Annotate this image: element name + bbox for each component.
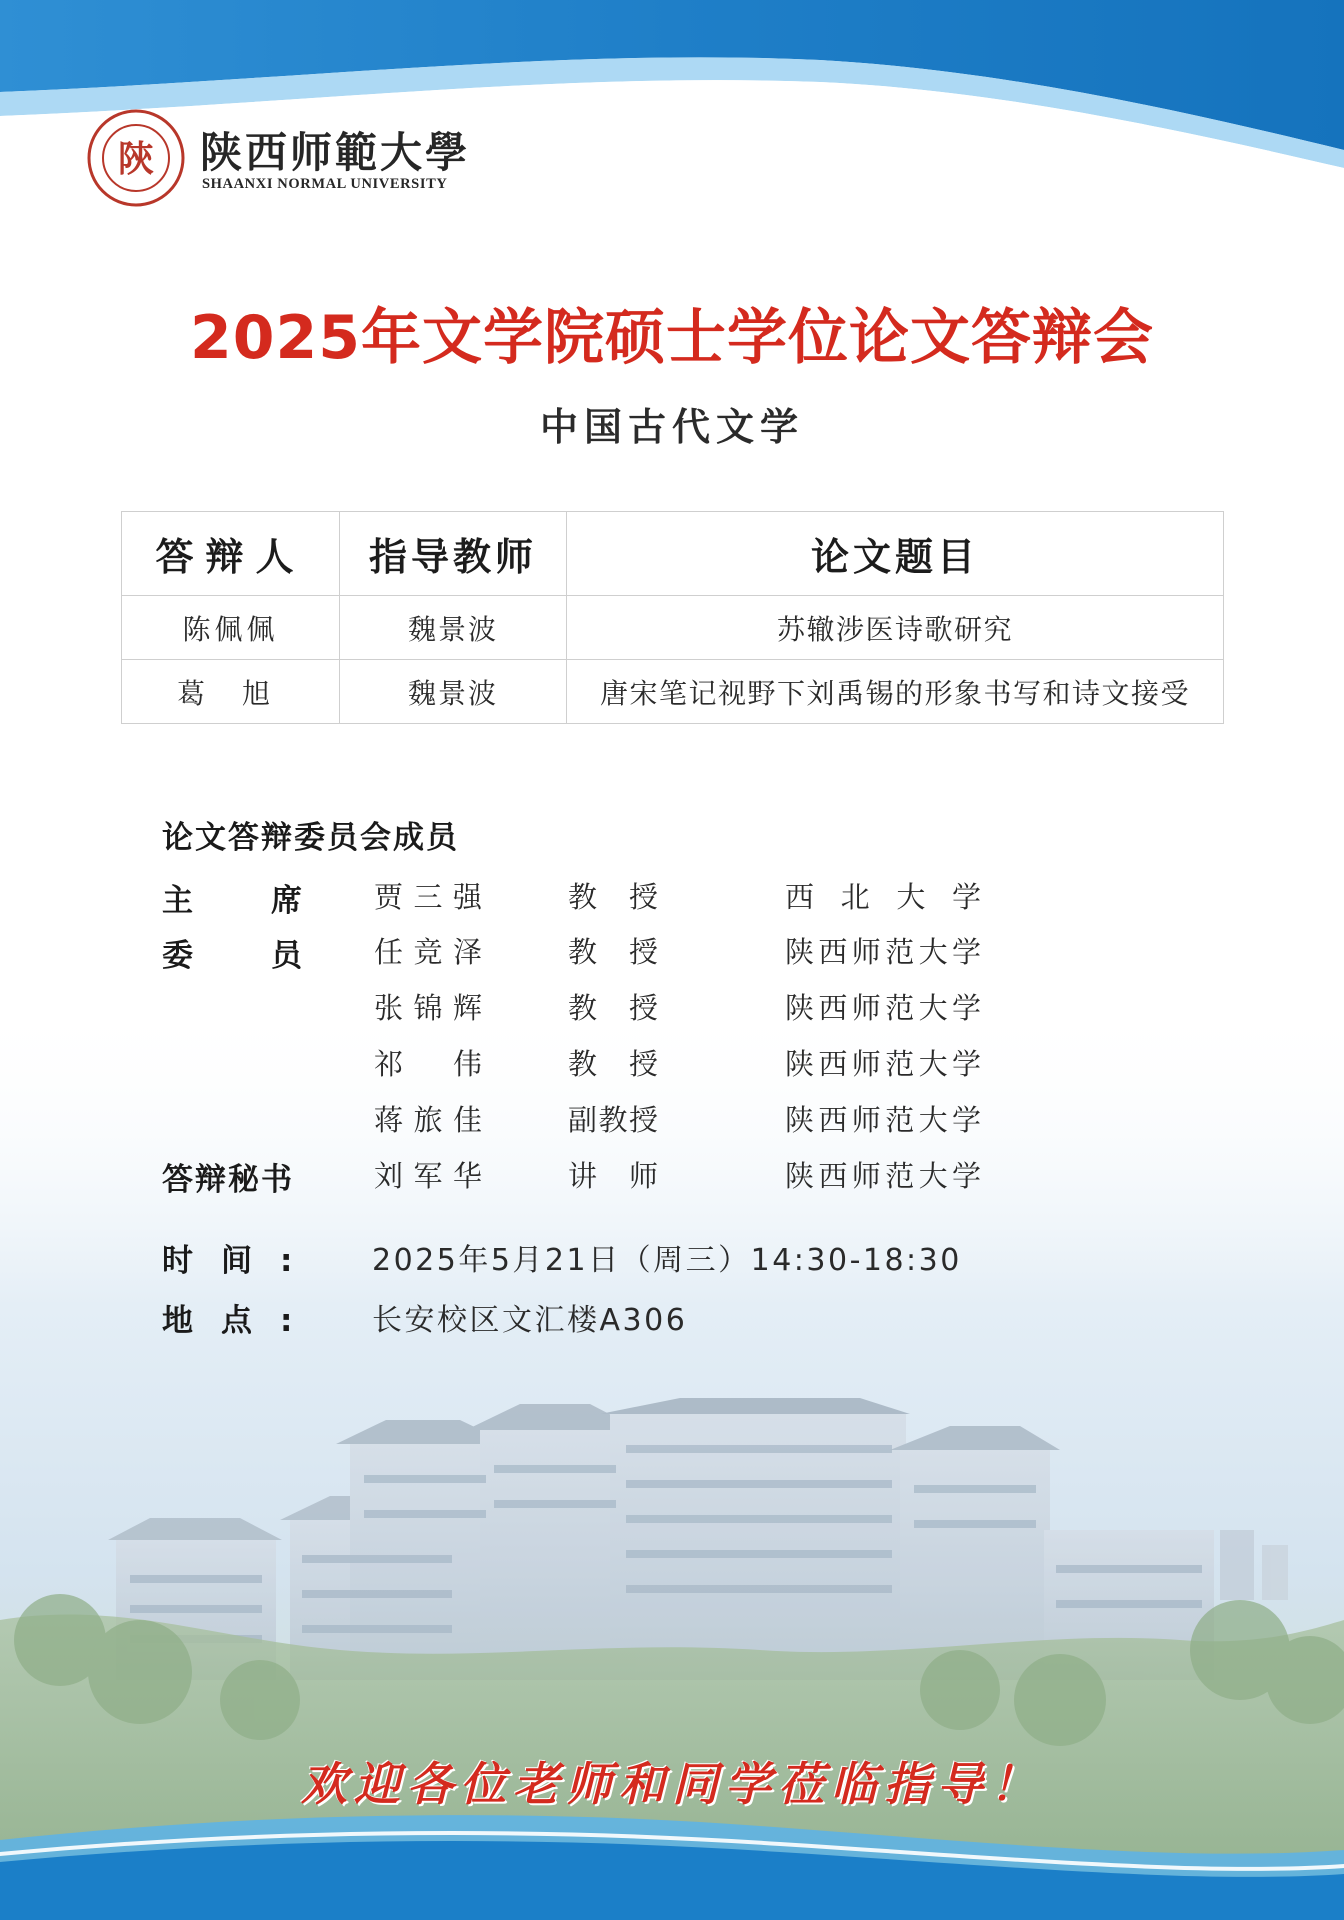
student-name: 陈佩佩 bbox=[122, 596, 340, 660]
member-role: 答辩秘书 bbox=[162, 1162, 294, 1198]
place-label-text: 地点: bbox=[162, 1303, 321, 1339]
table-row bbox=[122, 660, 1224, 724]
place-row bbox=[0, 1295, 1344, 1339]
member-role: 委员 bbox=[162, 938, 302, 974]
student-name-text: 葛 旭 bbox=[177, 676, 284, 710]
place-value: 长安校区文汇楼A306 bbox=[372, 1303, 688, 1338]
advisor-name: 魏景波 bbox=[340, 596, 567, 660]
seal-character: 陝 bbox=[117, 138, 155, 180]
university-name-en: SHAANXI NORMAL UNIVERSITY bbox=[202, 176, 448, 192]
welcome-message: 欢迎各位老师和同学莅临指导！ bbox=[301, 1757, 1043, 1811]
member-organization: 陕西师范大学 bbox=[785, 935, 981, 969]
header-advisor: 指导教师 bbox=[340, 512, 567, 596]
defense-schedule-table bbox=[121, 511, 1224, 724]
page-title: 2025年文学院硕士学位论文答辩会 bbox=[190, 303, 1154, 373]
member-name: 任竞泽 bbox=[374, 935, 482, 969]
member-organization: 陕西师范大学 bbox=[785, 1047, 981, 1081]
member-role: 主席 bbox=[162, 883, 302, 919]
committee-member-row bbox=[0, 986, 1344, 1026]
committee-member-row bbox=[0, 1098, 1344, 1138]
university-seal-icon bbox=[86, 108, 186, 208]
time-row bbox=[0, 1235, 1344, 1279]
header-topic: 论文题目 bbox=[567, 512, 1224, 596]
member-name: 贾三强 bbox=[374, 880, 482, 914]
member-title: 教授 bbox=[568, 1047, 658, 1081]
university-name-cn: 陕西师範大學 bbox=[200, 128, 471, 177]
member-title: 教授 bbox=[568, 935, 658, 969]
committee-member-row bbox=[0, 930, 1344, 974]
student-name bbox=[122, 660, 340, 724]
member-name: 刘军华 bbox=[374, 1159, 482, 1193]
member-name: 蒋旅佳 bbox=[374, 1103, 482, 1137]
advisor-name: 魏景波 bbox=[340, 660, 567, 724]
time-value: 2025年5月21日（周三）14:30-18:30 bbox=[372, 1243, 962, 1278]
member-organization: 陕西师范大学 bbox=[785, 991, 981, 1025]
member-title: 讲师 bbox=[568, 1159, 658, 1193]
time-label-text: 时间: bbox=[162, 1243, 321, 1279]
page-subtitle: 中国古代文学 bbox=[539, 404, 804, 449]
member-name: 祁伟 bbox=[374, 1047, 482, 1081]
member-name: 张锦辉 bbox=[374, 991, 482, 1025]
member-organization: 西北大学 bbox=[785, 880, 981, 914]
table-header-row bbox=[122, 512, 1224, 596]
committee-member-row bbox=[0, 875, 1344, 919]
member-organization: 陕西师范大学 bbox=[785, 1103, 981, 1137]
member-title: 副教授 bbox=[568, 1103, 658, 1137]
member-title: 教授 bbox=[568, 880, 658, 914]
member-organization: 陕西师范大学 bbox=[785, 1159, 981, 1193]
thesis-topic: 苏辙涉医诗歌研究 bbox=[567, 596, 1224, 660]
committee-heading: 论文答辩委员会成员 bbox=[162, 820, 459, 856]
committee-member-row bbox=[0, 1042, 1344, 1082]
thesis-topic: 唐宋笔记视野下刘禹锡的形象书写和诗文接受 bbox=[567, 660, 1224, 724]
time-label bbox=[162, 1235, 321, 1280]
committee-member-row bbox=[0, 1154, 1344, 1198]
header-student: 答辩人 bbox=[122, 512, 340, 596]
table-row bbox=[122, 596, 1224, 660]
member-title: 教授 bbox=[568, 991, 658, 1025]
university-logo bbox=[86, 106, 471, 210]
place-label bbox=[162, 1295, 321, 1340]
